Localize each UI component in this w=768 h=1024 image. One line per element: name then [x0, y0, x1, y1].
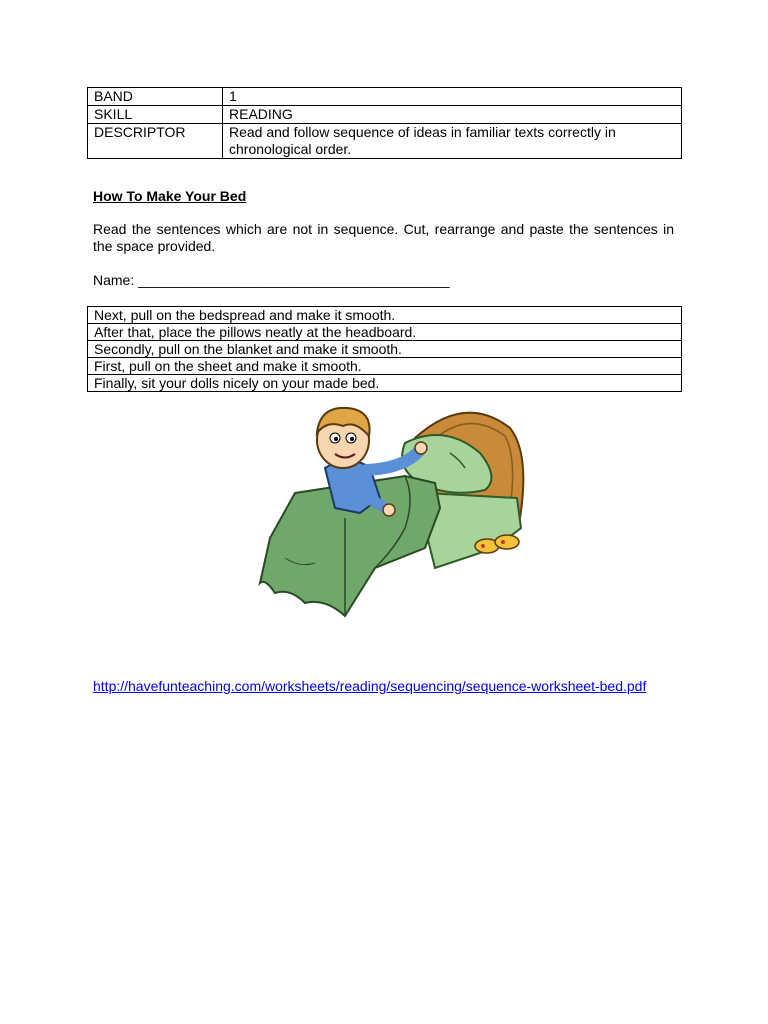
sentence-strip[interactable]: Next, pull on the bedspread and make it smooth. [88, 307, 682, 324]
table-row [88, 375, 682, 392]
table-row [88, 324, 682, 341]
table-row [88, 106, 682, 124]
sentence-strip[interactable]: Secondly, pull on the blanket and make it smooth. [88, 341, 682, 358]
table-row [88, 358, 682, 375]
sentence-strip[interactable]: Finally, sit your dolls nicely on your made bed. [88, 375, 682, 392]
worksheet-title: How To Make Your Bed [93, 188, 247, 204]
source-link[interactable]: http://havefunteaching.com/worksheets/reading/sequencing/sequence-worksheet-bed.pdf [93, 678, 647, 694]
table-row [88, 341, 682, 358]
descriptor-value: Read and follow sequence of ideas in familiar texts correctly in chronological order. [223, 124, 682, 159]
table-row [88, 124, 682, 159]
table-row [88, 307, 682, 324]
instructions-text: Read the sentences which are not in sequence. Cut, rearrange and paste the sentences in the space provided. [93, 221, 674, 254]
slipper [495, 535, 519, 549]
descriptor-label: DESCRIPTOR [88, 124, 223, 159]
skill-value: READING [223, 106, 682, 124]
sentence-strips-table [87, 306, 682, 392]
name-field-line[interactable]: Name: ________________________________________ [93, 272, 450, 288]
boy-making-bed-illustration [255, 398, 535, 623]
skill-descriptor-table [87, 87, 682, 159]
sentence-strip[interactable]: First, pull on the sheet and make it smooth. [88, 358, 682, 375]
band-label: BAND [88, 88, 223, 106]
skill-label: SKILL [88, 106, 223, 124]
band-value: 1 [223, 88, 682, 106]
sentence-strip[interactable]: After that, place the pillows neatly at the headboard. [88, 324, 682, 341]
table-row [88, 88, 682, 106]
